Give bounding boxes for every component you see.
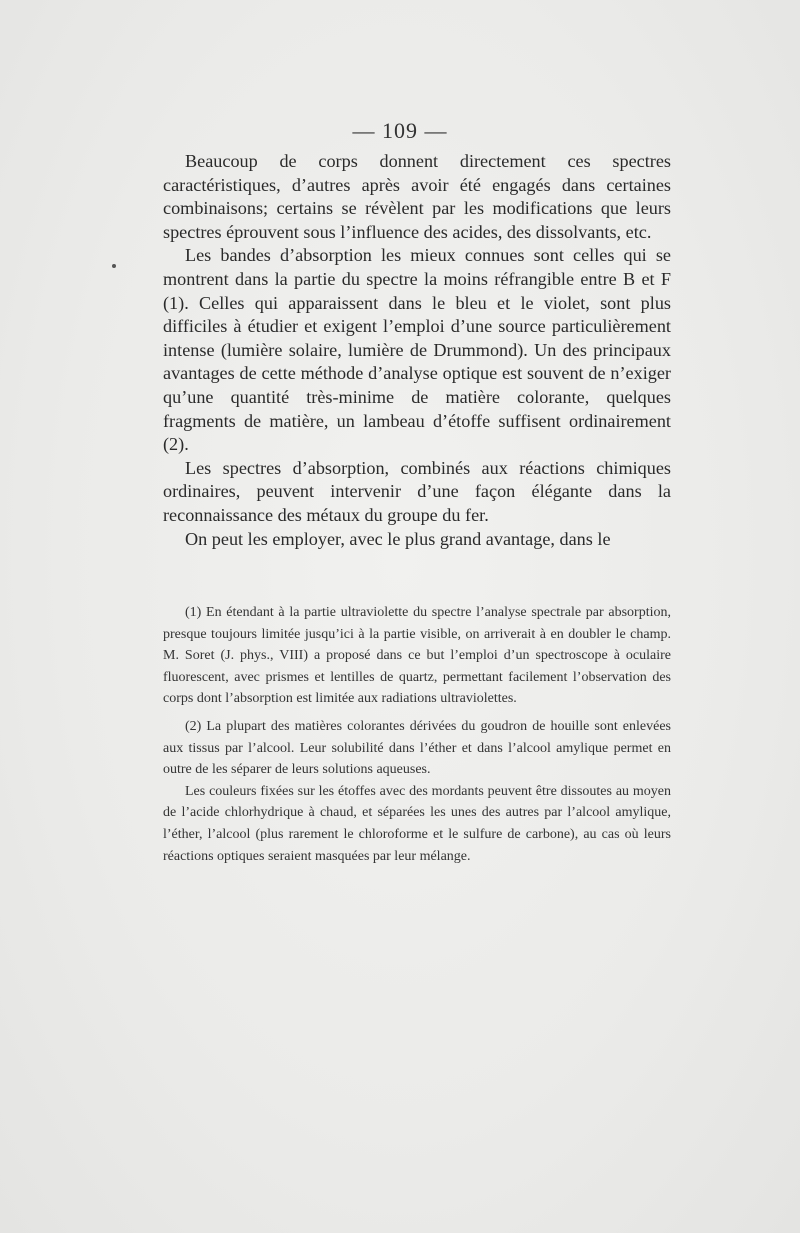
page-number: — 109 — <box>352 118 448 143</box>
margin-mark <box>112 264 116 268</box>
paragraph: Les spectres d’absorption, combinés aux réactions chimiques ordinaires, peuvent intervenir d’une façon élégante dans la reconnaissance des métaux du groupe du fer. <box>163 457 671 525</box>
footnotes <box>163 602 671 873</box>
paragraph: Beaucoup de corps donnent directement ces spectres caractéristiques, d’autres après avoir été engagés dans certaines combinaisons; certains se révèlent par les modifications que leurs spectres éprouvent sous l’influence des acides, des dissolvants, etc. <box>163 151 671 242</box>
footnote-2-continuation: Les couleurs fixées sur les étoffes avec des mordants peuvent être dissoutes au moyen de l’acide chlorhydrique à chaud, et séparées les unes des autres par l’alcool amylique, l’éther, l’alcool (plus rarement le chloroforme et le sulfure de carbone), au cas où leurs réactions optiques seraient masquées par leur mélange. <box>163 783 671 864</box>
footnote-2: (2) La plupart des matières colorantes dérivées du goudron de houille sont enlevées aux tissus par l’alcool. Leur solubilité dans l’éther et dans l’alcool amylique permet en outre de les séparer de leurs solutions aqueuses. <box>163 718 671 778</box>
footnote-1: (1) En étendant à la partie ultraviolette du spectre l’analyse spectrale par absorption, presque toujours limitée jusqu’ici à la partie visible, on arriverait à en doubler le champ. M. Soret (J. phys., VIII) a proposé dans ce but l’emploi d’un spectroscope à oculaire fluorescent, avec prismes et lentilles de quartz, permettant facilement l’observation des corps dont l’absorption est limitée aux radiations ultraviolettes. <box>163 605 671 707</box>
body-text <box>163 150 671 551</box>
paragraph: On peut les employer, avec le plus grand avantage, dans le <box>185 528 611 549</box>
paragraph: Les bandes d’absorption les mieux connues sont celles qui se montrent dans la partie du spectre la moins réfrangible entre B et F (1). Celles qui apparaissent dans le bleu et le violet, sont plus difficiles à étudier et exigent l’emploi d’une source particulièrement intense (lumière solaire, lumière de Drummond). Un des principaux avantages de cette méthode d’analyse optique est souvent de n’exiger qu’une quantité très-minime de matière colorante, quelques fragments de matière, un lambeau d’étoffe suffisent ordinairement (2). <box>163 245 671 455</box>
